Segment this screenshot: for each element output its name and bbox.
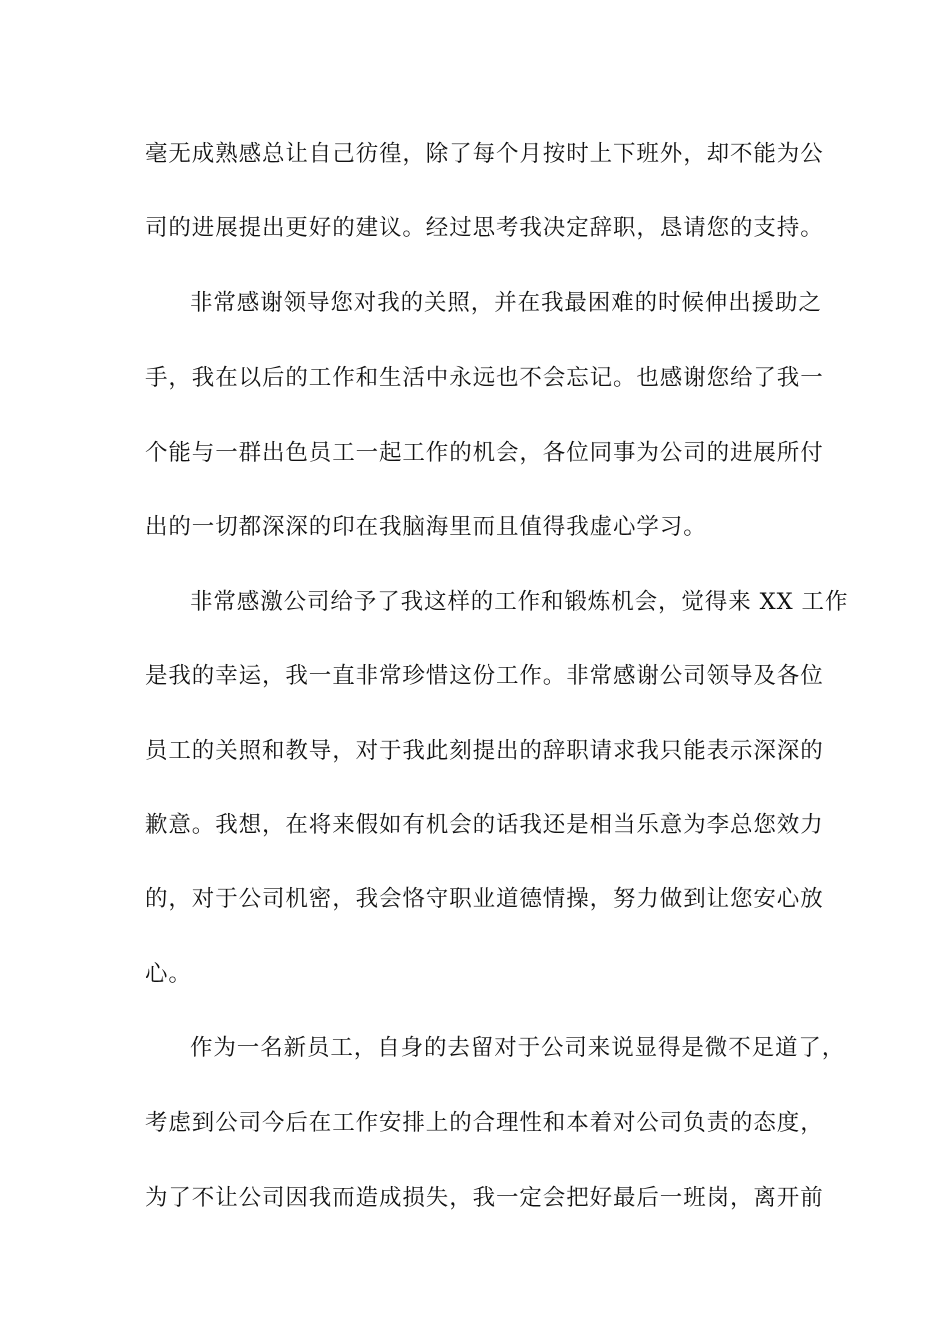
- text-line: 心。: [145, 961, 192, 987]
- text-line: 非常感谢领导您对我的关照，并在我最困难的时候伸出援助之: [190, 290, 822, 316]
- text-line: 的，对于公司机密，我会恪守职业道德情操，努力做到让您安心放: [145, 886, 824, 912]
- text-line: 考虑到公司今后在工作安排上的合理性和本着对公司负责的态度，: [145, 1110, 824, 1136]
- text-line: 司的进展提出更好的建议。经过思考我决定辞职，恳请您的支持。: [145, 215, 824, 241]
- text-line: 作为一名新员工，自身的去留对于公司来说显得是微不足道了，: [190, 1035, 846, 1061]
- text-line: 歉意。我想，在将来假如有机会的话我还是相当乐意为李总您效力: [145, 812, 824, 838]
- text-line: 非常感激公司给予了我这样的工作和锻炼机会，觉得来 XX 工作: [190, 589, 849, 615]
- text-line: 出的一切都深深的印在我脑海里而且值得我虚心学习。: [145, 514, 707, 540]
- text-line: 手，我在以后的工作和生活中永远也不会忘记。也感谢您给了我一: [145, 365, 824, 391]
- text-line: 个能与一群出色员工一起工作的机会，各位同事为公司的进展所付: [145, 440, 824, 466]
- text-line: 是我的幸运，我一直非常珍惜这份工作。非常感谢公司领导及各位: [145, 663, 824, 689]
- text-line: 为了不让公司因我而造成损失，我一定会把好最后一班岗，离开前: [145, 1185, 824, 1211]
- text-line: 毫无成熟感总让自己彷徨，除了每个月按时上下班外，却不能为公: [145, 141, 824, 167]
- text-line: 员工的关照和教导，对于我此刻提出的辞职请求我只能表示深深的: [145, 738, 824, 764]
